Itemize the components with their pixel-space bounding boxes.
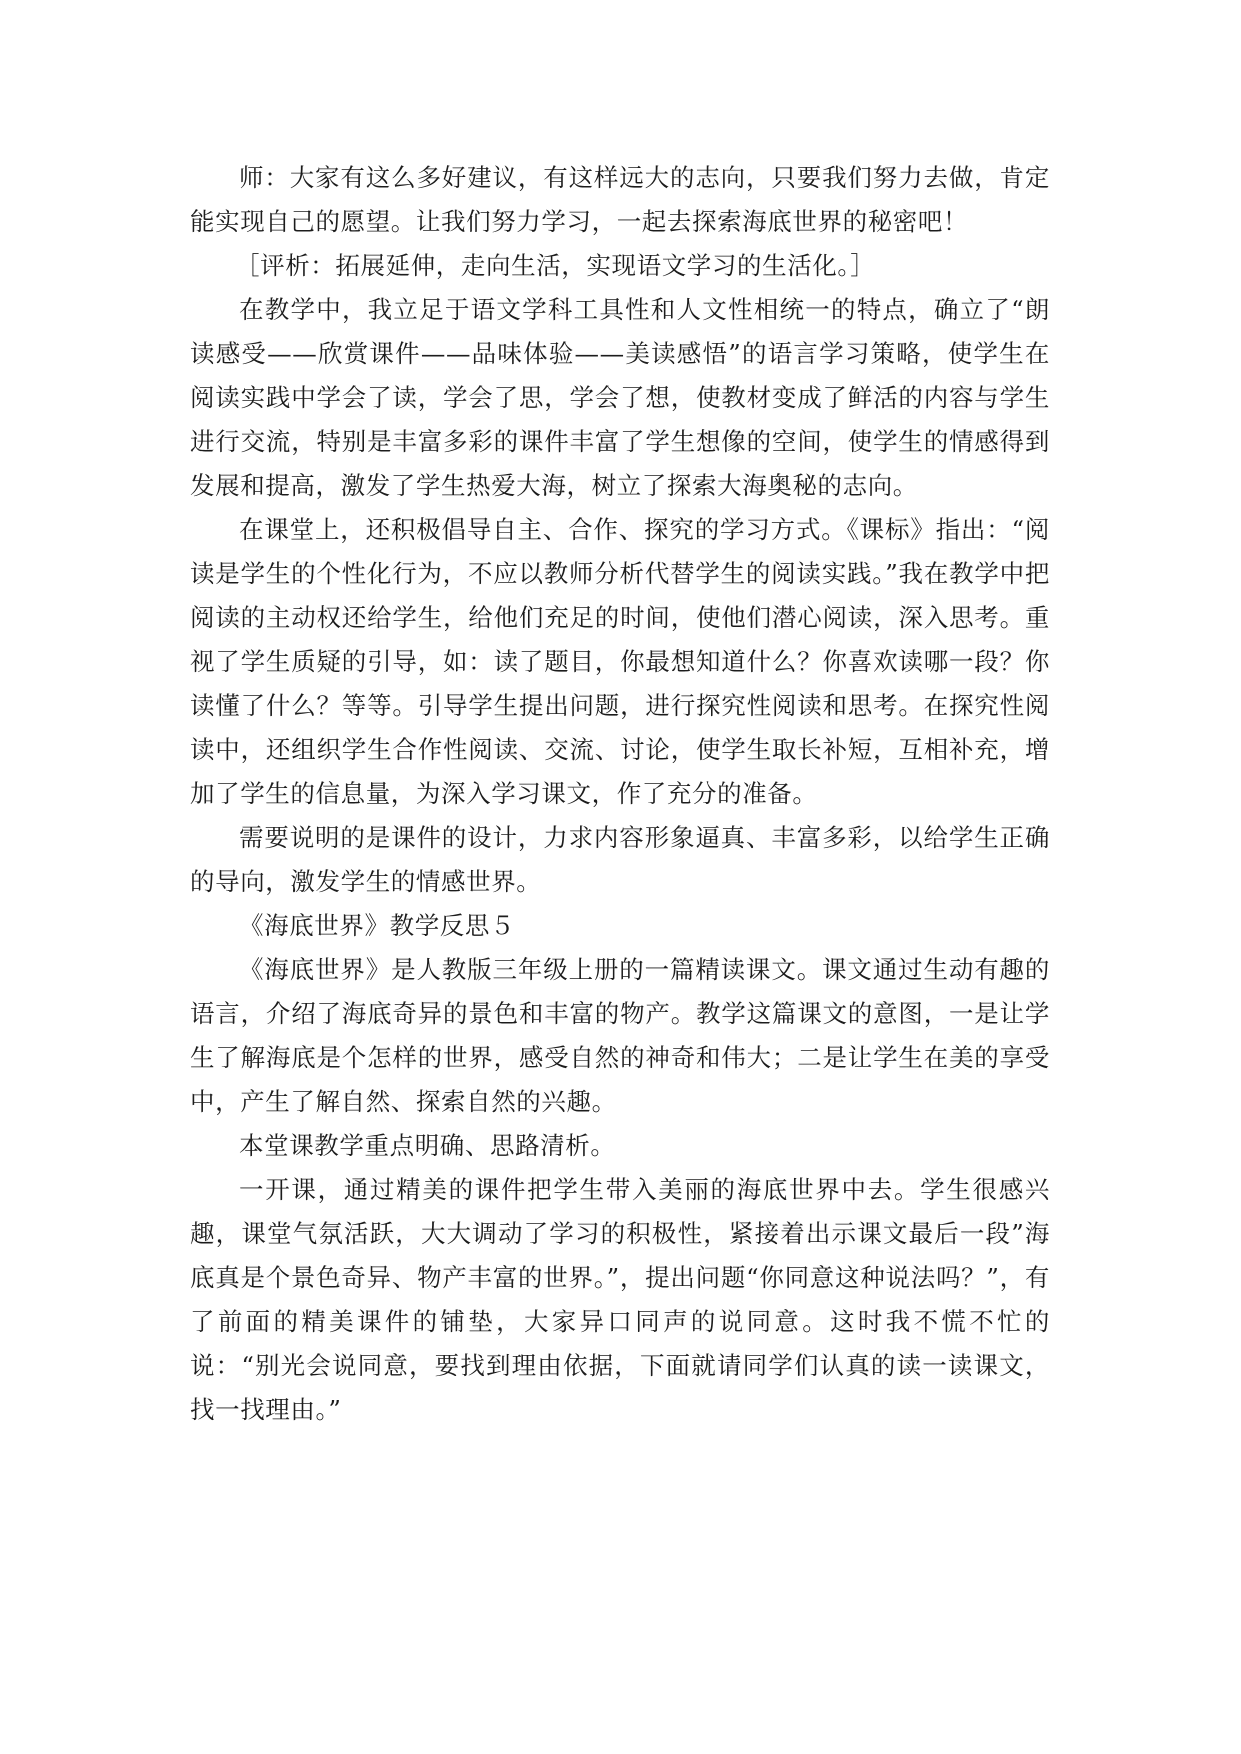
paragraph-teacher-speech: 师：大家有这么多好建议，有这样远大的志向，只要我们努力去做，肯定能实现自己的愿望。让我们努力学习，一起去探索海底世界的秘密吧！ [190,163,1050,236]
paragraph-lesson-intro: 《海底世界》是人教版三年级上册的一篇精读课文。课文通过生动有趣的语言，介绍了海底奇异的景色和丰富的物产。教学这篇课文的意图，一是让学生了解海底是个怎样的世界，感受自然的神奇和伟大；二是让学生在美的享受中，产生了解自然、探索自然的兴趣。 [190,955,1050,1116]
paragraph-courseware-design: 需要说明的是课件的设计，力求内容形象逼真、丰富多彩，以给学生正确的导向，激发学生的情感世界。 [190,823,1050,896]
paragraph-lesson-opening: 一开课，通过精美的课件把学生带入美丽的海底世界中去。学生很感兴趣，课堂气氛活跃，大大调动了学习的积极性，紧接着出示课文最后一段”海底真是个景色奇异、物产丰富的世界。”，提出问题“你同意这种说法吗？”，有了前面的精美课件的铺垫，大家异口同声的说同意。这时我不慌不忙的说：“别光会说同意，要找到理由依据，下面就请同学们认真的读一读课文，找一找理由。” [190,1175,1050,1424]
paragraph-classroom-learning: 在课堂上，还积极倡导自主、合作、探究的学习方式。《课标》指出：“阅读是学生的个性化行为，不应以教师分析代替学生的阅读实践。”我在教学中把阅读的主动权还给学生，给他们充足的时间，使他们潜心阅读，深入思考。重视了学生质疑的引导，如：读了题目，你最想知道什么？你喜欢读哪一段？你读懂了什么？等等。引导学生提出问题，进行探究性阅读和思考。在探究性阅读中，还组织学生合作性阅读、交流、讨论，使学生取长补短，互相补充，增加了学生的信息量，为深入学习课文，作了充分的准备。 [190,515,1050,808]
document-body [190,156,1050,1432]
paragraph-teaching-strategy: 在教学中，我立足于语文学科工具性和人文性相统一的特点，确立了“朗读感受——欣赏课件——品味体验——美读感悟”的语言学习策略，使学生在阅读实践中学会了读，学会了思，学会了想，使教材变成了鲜活的内容与学生进行交流，特别是丰富多彩的课件丰富了学生想像的空间，使学生的情感得到发展和提高，激发了学生热爱大海，树立了探索大海奥秘的志向。 [190,295,1050,500]
paragraph-commentary-note: ［评析：拓展延伸，走向生活，实现语文学习的生活化。］ [235,251,876,280]
paragraph-lesson-focus: 本堂课教学重点明确、思路清析。 [239,1131,616,1160]
section-heading: 《海底世界》教学反思５ [239,911,516,940]
